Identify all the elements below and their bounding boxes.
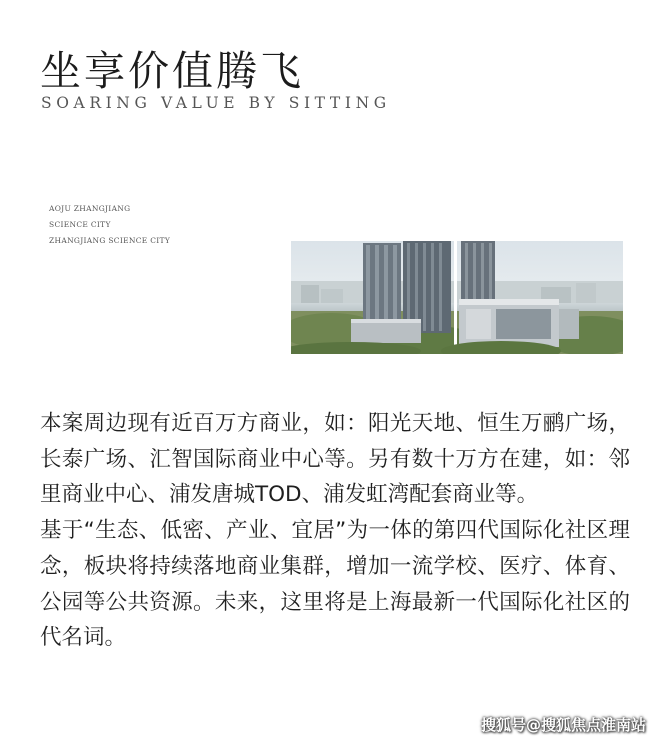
side-label-1: AOJU ZHANGJIANG (49, 204, 131, 213)
side-label-2: SCIENCE CITY (49, 220, 111, 229)
building-rendering-image (291, 241, 623, 354)
watermark: 搜狐号@搜狐焦点淮南站 (480, 716, 646, 734)
body-paragraph-2: 基于“生态、低密、产业、宜居”为一体的第四代国际化社区理念，板块将持续落地商业集群，增加一流学校、医疗、体育、公园等公共资源。未来，这里将是上海最新一代国际化社区的代名词。 (40, 518, 630, 651)
side-label-3: ZHANGJIANG SCIENCE CITY (49, 236, 171, 245)
side-labels (49, 201, 170, 249)
page-subtitle: SOARING VALUE BY SITTING (41, 94, 391, 112)
body-text (40, 406, 630, 656)
page-title: 坐享价值腾飞 (40, 47, 304, 95)
body-paragraph-1: 本案周边现有近百万方商业，如：阳光天地、恒生万鹂广场，长泰广场、汇智国际商业中心等。另有数十万方在建，如：邻里商业中心、浦发唐城TOD、浦发虹湾配套商业等。 (40, 411, 630, 508)
